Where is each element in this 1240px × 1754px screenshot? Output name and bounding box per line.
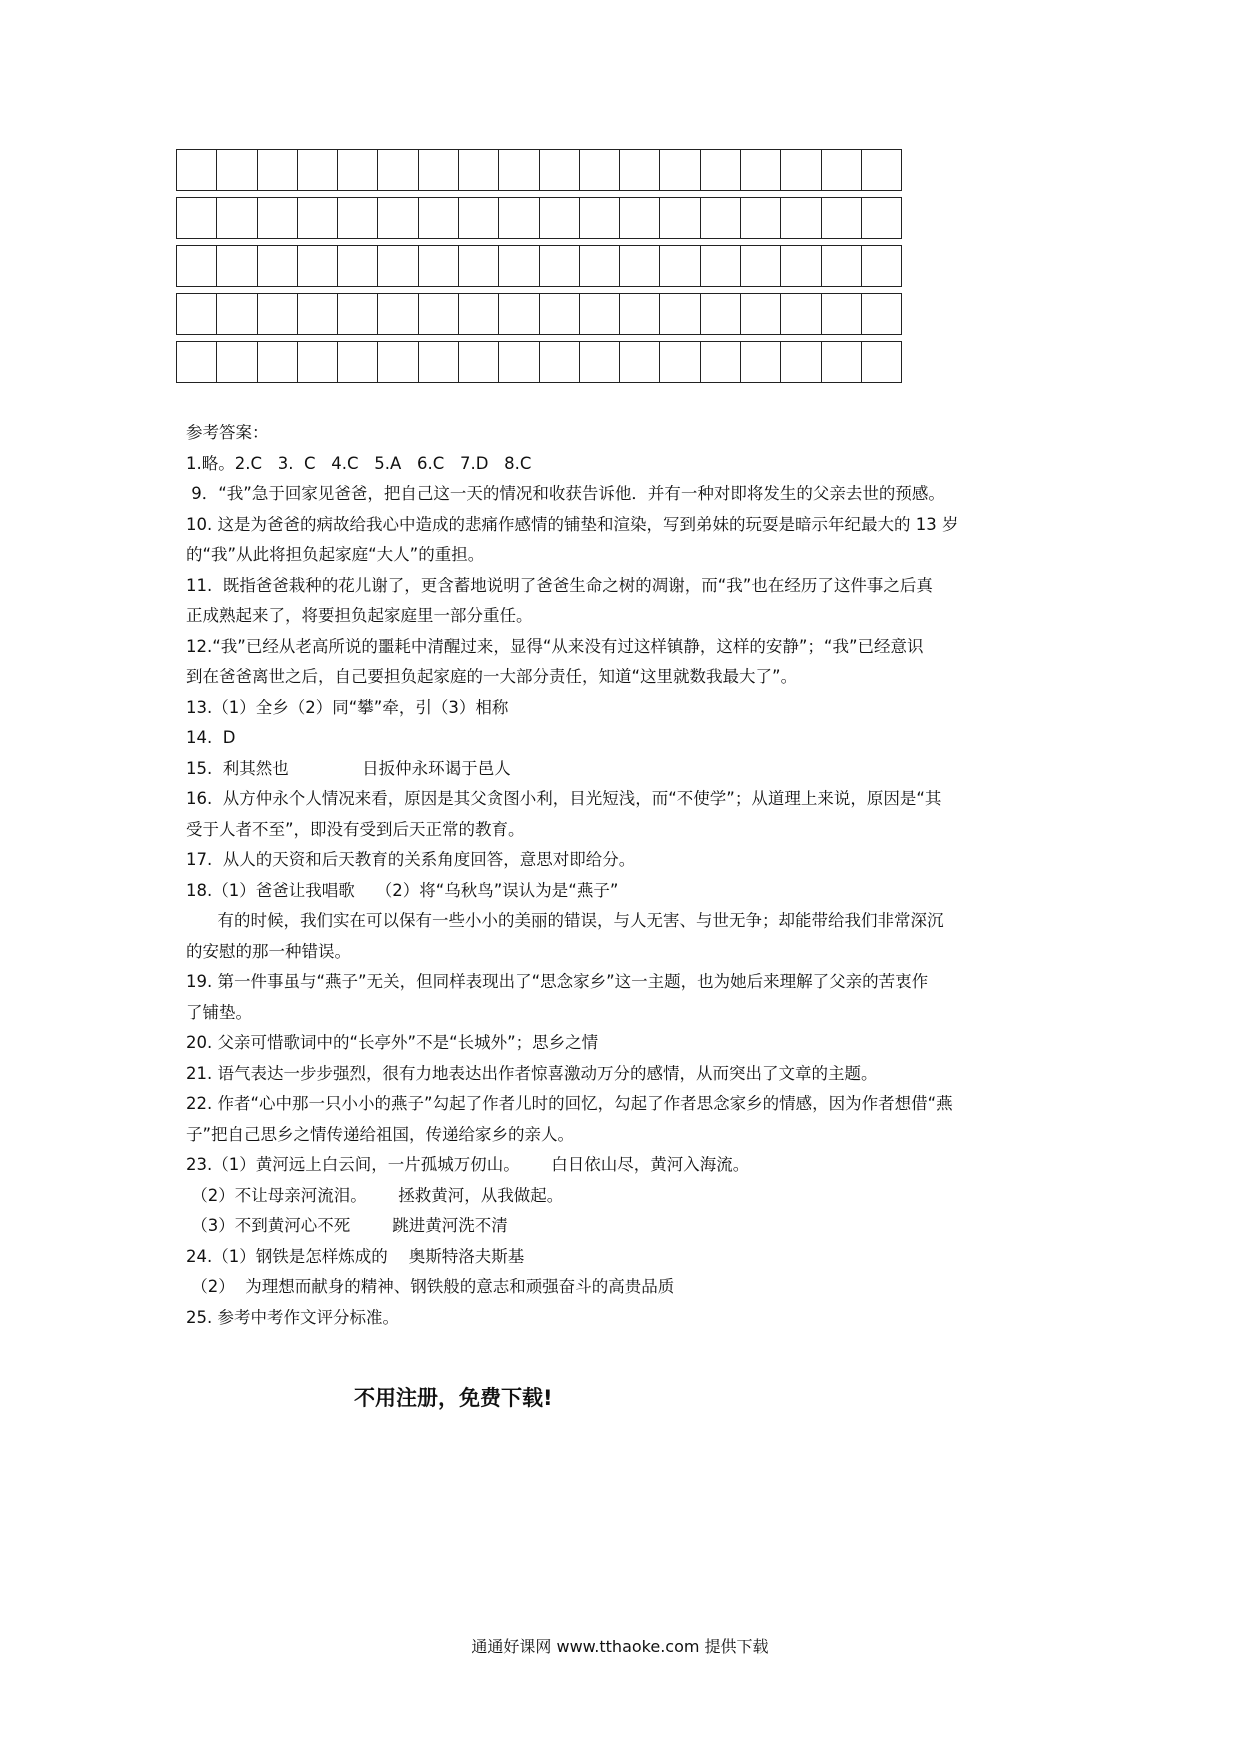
grid-cell: [781, 294, 821, 334]
answer-line: 有的时候，我们实在可以保有一些小小的美丽的错误，与人无害、与世无争；却能带给我们非常深沉: [186, 911, 944, 930]
page-footer: 通通好课网 www.tthaoke.com 提供下载: [471, 1637, 769, 1656]
grid-cell: [741, 246, 781, 286]
answer-line: 受于人者不至”，即没有受到后天正常的教育。: [186, 819, 525, 839]
grid-cell: [378, 246, 418, 286]
answer-line: 25. 参考中考作文评分标准。: [186, 1307, 399, 1327]
grid-cell: [459, 246, 499, 286]
grid-cell: [217, 342, 257, 382]
writing-grid: [176, 149, 902, 389]
grid-cell: [338, 150, 378, 190]
grid-cell: [580, 150, 620, 190]
grid-cell: [580, 246, 620, 286]
answer-line: 16. 从方仲永个人情况来看，原因是其父贪图小利，目光短浅，而“不使学”；从道理上来说，原因是“其: [186, 789, 942, 808]
grid-cell: [540, 246, 580, 286]
answer-line: （2）不让母亲河流泪。 拯救黄河，从我做起。: [186, 1185, 564, 1205]
grid-cell: [298, 246, 338, 286]
grid-cell: [217, 150, 257, 190]
grid-row: [176, 293, 902, 335]
grid-row: [176, 245, 902, 287]
grid-cell: [822, 294, 862, 334]
grid-cell: [741, 150, 781, 190]
grid-cell: [459, 294, 499, 334]
answer-line: 10. 这是为爸爸的病故给我心中造成的悲痛作感情的铺垫和渲染，写到弟妹的玩耍是暗示年纪最大的 13 岁: [186, 514, 959, 534]
grid-cell: [620, 246, 660, 286]
grid-cell: [419, 246, 459, 286]
answer-line: （2） 为理想而献身的精神、钢铁般的意志和顽强奋斗的高贵品质: [186, 1277, 675, 1296]
grid-cell: [217, 198, 257, 238]
grid-cell: [862, 342, 901, 382]
grid-cell: [822, 198, 862, 238]
grid-cell: [177, 342, 217, 382]
grid-cell: [378, 294, 418, 334]
download-notice: 不用注册，免费下载!: [354, 1386, 553, 1410]
answer-line: 9．“我”急于回家见爸爸，把自己这一天的情况和收获告诉他．并有一种对即将发生的父亲去世的预感。: [186, 484, 945, 503]
grid-cell: [822, 342, 862, 382]
grid-cell: [298, 342, 338, 382]
answer-line: 正成熟起来了，将要担负起家庭里一部分重任。: [186, 606, 533, 625]
answer-list: [186, 449, 1066, 1334]
grid-cell: [338, 246, 378, 286]
grid-cell: [177, 150, 217, 190]
grid-cell: [701, 150, 741, 190]
grid-cell: [580, 342, 620, 382]
grid-cell: [177, 246, 217, 286]
grid-cell: [540, 150, 580, 190]
grid-cell: [338, 198, 378, 238]
answer-line: 14. D: [186, 728, 236, 747]
answer-line: 22. 作者“心中那一只小小的燕子”勾起了作者儿时的回忆，勾起了作者思念家乡的情感，因为作者想借“燕: [186, 1094, 953, 1113]
answer-line: 20. 父亲可惜歌词中的“长亭外”不是“长城外”；思乡之情: [186, 1033, 599, 1052]
grid-cell: [540, 198, 580, 238]
grid-row: [176, 149, 902, 191]
grid-cell: [540, 294, 580, 334]
grid-cell: [258, 294, 298, 334]
answer-line: 的安慰的那一种错误。: [186, 941, 351, 961]
grid-cell: [620, 342, 660, 382]
answer-line: 了铺垫。: [186, 1002, 252, 1022]
answer-line: 15. 利其然也 日扳仲永环谒于邑人: [186, 758, 511, 778]
grid-cell: [540, 342, 580, 382]
answer-line: 23.（1）黄河远上白云间，一片孤城万仞山。 白日依山尽，黄河入海流。: [186, 1155, 750, 1174]
answer-line: 17. 从人的天资和后天教育的关系角度回答，意思对即给分。: [186, 850, 636, 869]
grid-cell: [862, 150, 901, 190]
answer-line: 到在爸爸离世之后，自己要担负起家庭的一大部分责任，知道“这里就数我最大了”。: [186, 667, 798, 686]
grid-cell: [660, 198, 700, 238]
grid-cell: [419, 342, 459, 382]
grid-cell: [701, 246, 741, 286]
grid-cell: [258, 342, 298, 382]
answer-heading: 参考答案：: [186, 423, 269, 442]
grid-cell: [862, 294, 901, 334]
answer-line: 子”把自己思乡之情传递给祖国，传递给家乡的亲人。: [186, 1124, 575, 1144]
grid-cell: [338, 342, 378, 382]
grid-cell: [499, 246, 539, 286]
answer-line: 24.（1）钢铁是怎样炼成的 奥斯特洛夫斯基: [186, 1246, 525, 1266]
grid-cell: [459, 342, 499, 382]
grid-cell: [177, 198, 217, 238]
grid-cell: [862, 198, 901, 238]
grid-cell: [459, 150, 499, 190]
grid-cell: [298, 198, 338, 238]
grid-cell: [378, 198, 418, 238]
grid-cell: [580, 294, 620, 334]
grid-cell: [499, 150, 539, 190]
grid-cell: [298, 150, 338, 190]
grid-cell: [378, 150, 418, 190]
grid-cell: [781, 198, 821, 238]
grid-cell: [217, 294, 257, 334]
grid-cell: [660, 150, 700, 190]
grid-cell: [741, 294, 781, 334]
grid-cell: [258, 246, 298, 286]
grid-cell: [822, 246, 862, 286]
grid-cell: [781, 342, 821, 382]
answer-line: 19. 第一件事虽与“燕子”无关，但同样表现出了“思念家乡”这一主题，也为她后来理解了父亲的苦衷作: [186, 972, 929, 991]
grid-cell: [258, 150, 298, 190]
grid-cell: [459, 198, 499, 238]
grid-cell: [298, 294, 338, 334]
grid-cell: [741, 198, 781, 238]
answer-line: 的“我”从此将担负起家庭“大人”的重担。: [186, 545, 485, 564]
answer-line: 12.“我”已经从老高所说的噩耗中清醒过来，显得“从来没有过这样镇静，这样的安静”；“我”已经意识: [186, 636, 924, 656]
grid-cell: [701, 342, 741, 382]
grid-cell: [660, 342, 700, 382]
answer-section: [186, 418, 1066, 1333]
grid-cell: [620, 294, 660, 334]
grid-cell: [701, 294, 741, 334]
grid-cell: [177, 294, 217, 334]
grid-cell: [580, 198, 620, 238]
grid-cell: [781, 150, 821, 190]
grid-cell: [419, 150, 459, 190]
grid-cell: [620, 150, 660, 190]
grid-cell: [499, 198, 539, 238]
answer-line: （3）不到黄河心不死 跳进黄河洗不清: [186, 1216, 508, 1235]
grid-cell: [419, 294, 459, 334]
grid-cell: [378, 342, 418, 382]
grid-cell: [419, 198, 459, 238]
grid-cell: [822, 150, 862, 190]
grid-cell: [741, 342, 781, 382]
grid-cell: [499, 342, 539, 382]
answer-line: 1.略。2.C 3. C 4.C 5.A 6.C 7.D 8.C: [186, 453, 532, 473]
grid-cell: [660, 246, 700, 286]
grid-cell: [781, 246, 821, 286]
grid-cell: [499, 294, 539, 334]
grid-cell: [217, 246, 257, 286]
grid-cell: [620, 198, 660, 238]
grid-cell: [862, 246, 901, 286]
answer-line: 21. 语气表达一步步强烈，很有力地表达出作者惊喜激动万分的感情，从而突出了文章的主题。: [186, 1063, 878, 1083]
grid-cell: [701, 198, 741, 238]
grid-row: [176, 197, 902, 239]
grid-cell: [338, 294, 378, 334]
grid-cell: [660, 294, 700, 334]
grid-row: [176, 341, 902, 383]
answer-line: 18.（1）爸爸让我唱歌 （2）将“乌秋鸟”误认为是“燕子”: [186, 880, 619, 900]
answer-line: 11. 既指爸爸栽种的花儿谢了，更含蓄地说明了爸爸生命之树的凋谢，而“我”也在经历了这件事之后真: [186, 575, 933, 595]
answer-line: 13.（1）全乡（2）同“攀”牵，引（3）相称: [186, 697, 509, 717]
grid-cell: [258, 198, 298, 238]
